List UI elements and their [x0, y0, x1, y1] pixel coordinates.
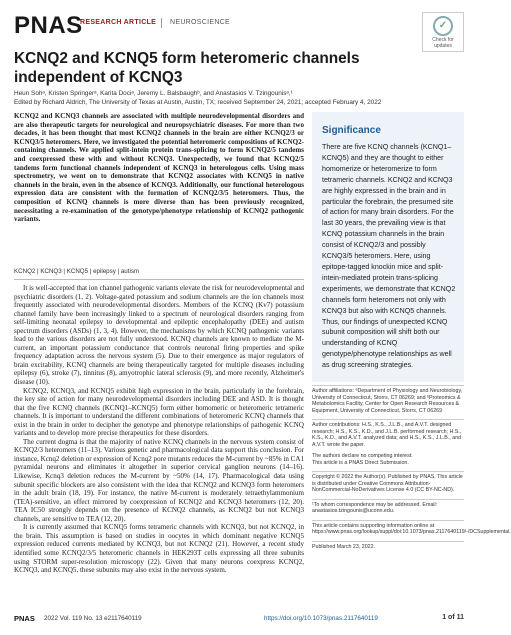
abstract: KCNQ2 and KCNQ3 channels are associated with multiple neurodevelopmental disorders and are also therapeutic targets for neurological and neuropsychiatric diseases. For more than two decades, it has been thought that most KCNQ2 channels in the brain are either KCNQ2/3 or KCNQ3/5 heteromers. Here, we investigated the potential heteromeric compositions of KCNQ2-containing channels. We applied split-intein protein trans-splicing to form KCNQ2/5 tandems and coexpressed these with and without KCNQ3. Unexpectedly, we found that KCNQ2/5 tandems form functional channels independent of KCNQ3 in heterologous cells. Using mass spectrometry, we went on to demonstrate that KCNQ2 associates with KCNQ5 in native channels in the brain, even in the absence of KCNQ3. Additionally, our functional heterologous expression data are consistent with the formation of KCNQ2/3/5 heteromers. Thus, the composition of KCNQ channels is more diverse than has been previously recognized, necessitating a re-examination of the genotype/phenotype relationship of KCNQ2 pathogenic variants. [14, 112, 304, 224]
author-contributions: Author contributions: H.S., K.S., J.L.B., and A.V.T. designed research; H.S., K.S., K.D., and J.L.B. performed research; H.S., K.S., K.D., and A.V.T. analyzed data; and H.S., K.S., J.L.B., and A.V.T. wrote the paper. [312, 419, 464, 448]
published-date: Published March 23, 2022. [312, 541, 464, 551]
article-metadata [312, 385, 511, 555]
footer-journal: PNAS [14, 614, 35, 623]
body-paragraph: It is currently assumed that KCNQ5 forms tetrameric channels with KCNQ3, but not KCNQ2, in the brain. This assumption is based on studies in oocytes in which dominant negative KCNQ5 expression reduced currents mediated by KCNQ3, but not KCNQ2 (21). However, a recent study identified some KCNQ2/3/5 heteromeric channels in HEK293T cells expressing all three subunits using STORM super-resolution microscopy (22). Given that many neurons coexpress KCNQ2, KCNQ3, and KCNQ5, these subunits may also exist in the nervous system. [14, 523, 304, 575]
copyright-notice: Copyright © 2022 the Author(s). Published by PNAS. This article is distributed under Creative Commons Attribution-NonCommercial-NoDerivatives License 4.0 (CC BY-NC-ND). [312, 471, 464, 494]
significance-text: There are five KCNQ channels (KCNQ1–KCNQ5) and they are thought to either homomerize or heteromerize to form tetrameric channels. KCNQ2 and KCNQ3 are highly expressed in the brain and in particular the forebrain, the presumed site of action for many brain disorders. For the last 30 years, the prevailing view is that KCNQ potassium channels in the brain consist of KCNQ2/3 and possibly KCNQ3/5 heteromers. Here, using epitope-tagged knockin mice and split-intein-mediated protein trans-splicing experiments, we demonstrate that KCNQ2 channels form heteromers not only with KCNQ3 but also with KCNQ5 channels. Thus, our findings of unexpected KCNQ subunit composition will shift both our understanding of KCNQ genotype/phenotype relationships as well as drug screening strategies. [322, 143, 456, 370]
page-number: 1 of 11 [442, 614, 464, 621]
supporting-info: This article contains supporting information online at https://www.pnas.org/lookup/suppl/doi:10.1073/pnas.2117640119/-/DCSupplemental. [312, 520, 464, 536]
author-list: Heun Sohᵃ, Kristen Springerᵃ, Karita Dociᵃ, Jeremy L. Balsbaughᵇ, and Anastasios V. Tzingounisᵃ,¹ [14, 90, 293, 97]
keywords-divider [14, 279, 304, 280]
footer-citation: 2022 Vol. 119 No. 13 e2117640119 [44, 615, 142, 622]
check-updates-label: Check for updates [432, 37, 454, 49]
header-divider [161, 18, 162, 28]
article-subcategory: NEUROSCIENCE [170, 19, 230, 26]
competing-interest: The authors declare no competing interest. [312, 453, 413, 459]
journal-logo: PNAS [14, 12, 83, 39]
significance-heading: Significance [322, 125, 381, 136]
footer-doi-link[interactable]: https://doi.org/10.1073/pnas.2117640119 [264, 615, 378, 622]
author-affiliations: Author affiliations: ᵃDepartment of Physiology and Neurobiology, University of Connecticut, Storrs, CT 06269; and ᵇProteomics & Metabolomics Facility, Center for Open Research Resources & Equipment, University of Connecticut, Storrs, CT 06269 [312, 385, 464, 414]
page-footer [14, 614, 464, 623]
significance-box [312, 112, 464, 382]
check-for-updates-button[interactable] [422, 12, 464, 52]
direct-submission: This article is a PNAS Direct Submission. [312, 459, 409, 466]
correspondence: ¹To whom correspondence may be addressed. Email: anastasios.tzingounis@uconn.edu. [312, 499, 464, 515]
edited-by-line: Edited by Richard Aldrich, The University of Texas at Austin, Austin, TX; received September 24, 2021; accepted February 4, 2022 [14, 99, 382, 106]
body-paragraph: It is well-accepted that ion channel pathogenic variants elevate the risk for neurodevelopmental and psychiatric disorders (1, 2). Voltage-gated potassium and sodium channels are the ion channels most frequently associated with neurodevelopmental disorders. Members of the KCNQ (Kv7) potassium channel family have been increasingly linked to a spectrum of neurological disorders ranging from self-limiting neonatal epilepsy to developmental and epileptic encephalopathy (DEE) and autism spectrum disorders (ASDs) (1, 3, 4). However, the mechanisms by which KCNQ pathogenic variants lead to the various disorders are not fully understood. KCNQ channels are known to mediate the M-current, an important potassium conductance that controls neuronal firing properties and spike frequency adaptation across the nervous system (5). Due to their emergence as major regulators of brain excitability, KCNQ channels are being therapeutically targeted for multiple diseases including epilepsy (6), stroke (7), tinnitus (8), amyotrophic lateral sclerosis (9), and more recently, Alzheimer's disease (10). [14, 284, 304, 387]
article-body [14, 284, 304, 609]
article-title: KCNQ2 and KCNQ5 form heteromeric channels independent of KCNQ3 [14, 50, 360, 86]
article-category: RESEARCH ARTICLE [80, 19, 157, 26]
keywords: KCNQ2 | KCNQ3 | KCNQ5 | epilepsy | autism [14, 268, 140, 275]
body-paragraph: KCNQ2, KCNQ3, and KCNQ5 exhibit high expression in the brain, particularly in the forebrain, the key site of action for many neurodevelopmental disorders including DEE and ASD. It is thought that the five KCNQ channels (KCNQ1–KCNQ5) form either homomeric or heteromeric tetrameric channels. It is important to understand the different combinations of heteromeric KCNQ channels that exist in the brain in order to decipher the genotype and phenotype relationships of pathogenic KCNQ variants and to develop more precise therapeutics for these disorders. [14, 386, 304, 438]
body-paragraph: The current dogma is that the majority of native KCNQ channels in the nervous system consist of KCNQ2/3 heteromers (11–13). Various genetic and pharmacological data support this conclusion. For instance, Kcnq2 deletion or expression of Kcnq2 pore mutants reduces the M-current by ~85% in CA1 pyramidal neurons and eliminates it altogether in superior cervical ganglion neurons (14–16). Likewise, Kcnq3 deletion reduces the M-current by ~50% (14, 17). Pharmacological data using subunit specific blockers are also consistent with the idea that KCNQ2 and KCNQ3 form heteromers in the adult brain (18, 19). For instance, the native M-current is moderately tetraethylammonium (TEA)-sensitive, an effect mirrored by coexpression of KCNQ2 and KCNQ3 heteromers (12, 20). TEA IC50 strongly depends on the presence of KCNQ2 channels, as KCNQ2 but not KCNQ3 channels, are sensitive to TEA (12, 20). [14, 437, 304, 523]
check-updates-icon: ✓ [433, 16, 453, 36]
